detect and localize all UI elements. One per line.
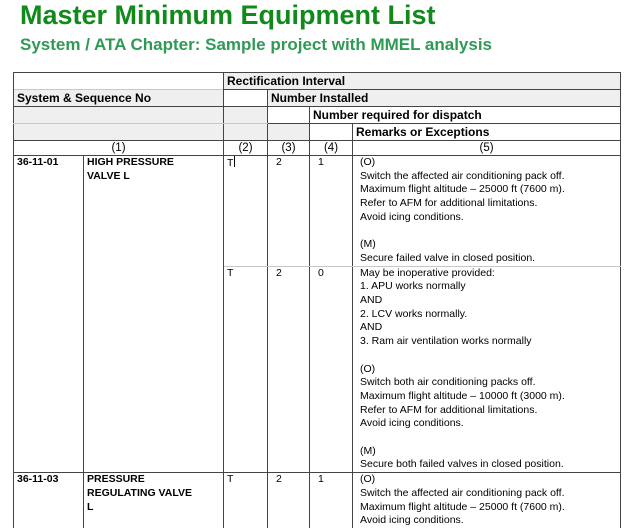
column-number-4: (4) xyxy=(310,141,353,156)
column-number-row xyxy=(14,141,621,156)
header-spacer xyxy=(224,124,268,141)
text-cursor xyxy=(234,156,235,167)
header-row-required xyxy=(14,107,621,124)
header-blank-cell xyxy=(14,73,224,90)
header-number-installed: Number Installed xyxy=(268,90,621,107)
header-rectification-interval: Rectification Interval xyxy=(224,73,621,90)
header-row-rectification xyxy=(14,73,621,90)
item-name-line: REGULATING VALVE xyxy=(87,486,192,499)
item-name-line: VALVE L xyxy=(87,169,130,182)
remarks-cell: (O) Switch the affected air conditioning pack off. Maximum flight altitude – 25000 ft (7600 m). Avoid icing conditions. xyxy=(353,473,621,528)
header-spacer xyxy=(14,124,224,141)
header-row-installed xyxy=(14,90,621,107)
rectification-interval-cell: T xyxy=(224,473,268,528)
sequence-number: 36-11-03 xyxy=(14,473,84,528)
table-row xyxy=(14,473,621,528)
number-installed-cell: 2 xyxy=(268,156,310,267)
header-row-remarks xyxy=(14,124,621,141)
header-spacer xyxy=(268,107,310,124)
header-spacer xyxy=(310,124,353,141)
number-required-cell: 1 xyxy=(310,156,353,267)
column-number-2: (2) xyxy=(224,141,268,156)
remarks-cell: May be inoperative provided: 1. APU works normally AND 2. LCV works normally. AND 3. Ram air ventilation works normally (O) Switch both air conditioning packs off. Maximum flight altitude – 10000 ft (3000 m). Refer to AFM for additional limitations. Avoid icing conditions. (M) Secure both failed valves in closed position. xyxy=(353,266,621,473)
item-name xyxy=(84,156,224,473)
header-spacer xyxy=(14,107,224,124)
table-row xyxy=(14,156,621,267)
number-required-cell: 1 xyxy=(310,473,353,528)
number-installed-cell: 2 xyxy=(268,473,310,528)
header-system-sequence: System & Sequence No xyxy=(14,90,224,107)
header-spacer xyxy=(224,90,268,107)
column-number-3: (3) xyxy=(268,141,310,156)
header-remarks: Remarks or Exceptions xyxy=(353,124,621,141)
header-number-required: Number required for dispatch xyxy=(310,107,621,124)
mmel-table xyxy=(13,72,621,528)
sequence-number: 36-11-01 xyxy=(14,156,84,473)
page-title: Master Minimum Equipment List xyxy=(20,0,436,30)
rectification-interval-cell: T xyxy=(224,156,268,267)
page-subtitle: System / ATA Chapter: Sample project with MMEL analysis xyxy=(20,35,493,54)
header-spacer xyxy=(268,124,310,141)
column-number-1: (1) xyxy=(14,141,224,156)
header-spacer xyxy=(224,107,268,124)
remarks-cell: (O) Switch the affected air conditioning pack off. Maximum flight altitude – 25000 ft (7600 m). Refer to AFM for additional limitations. Avoid icing conditions. (M) Secure failed valve in closed position. xyxy=(353,156,621,267)
rectification-interval-cell: T xyxy=(224,266,268,473)
number-installed-cell: 2 xyxy=(268,266,310,473)
number-required-cell: 0 xyxy=(310,266,353,473)
item-name-line: PRESSURE xyxy=(87,473,145,486)
item-name-line: HIGH PRESSURE xyxy=(87,156,174,168)
item-name xyxy=(84,473,224,528)
column-number-5: (5) xyxy=(353,141,621,156)
item-name-line: L xyxy=(87,500,94,513)
